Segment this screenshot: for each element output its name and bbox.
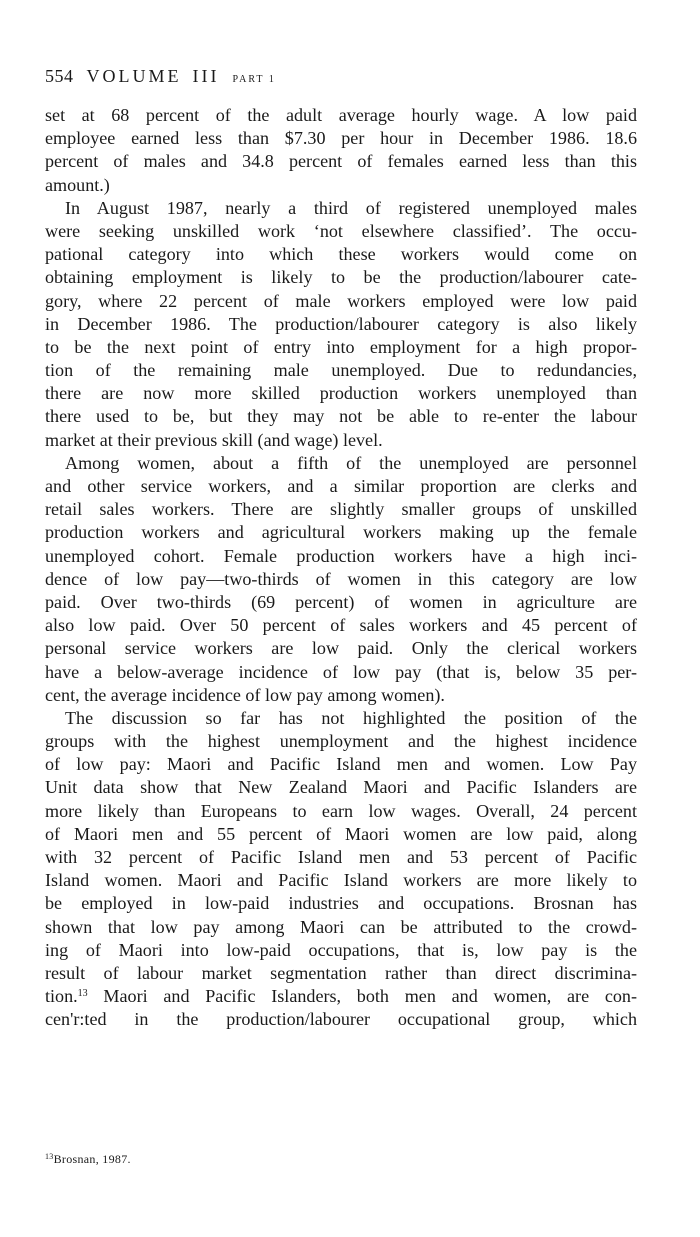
footnote-marker: 13 (45, 1152, 54, 1161)
paragraph-first-line: In August 1987, nearly a third of registered unemployed males (65, 197, 637, 218)
text-line: shown that low pay among Maori can be attributed to the crowd- (45, 916, 637, 937)
text-line: set at 68 percent of the adult average hourly wage. A low paid (45, 105, 637, 125)
text-line: market at their previous skill (and wage) level. (45, 429, 383, 450)
text-line: cent, the average incidence of low pay among women). (45, 684, 445, 705)
text-line: production workers and agricultural workers making up the female (45, 522, 637, 543)
text-line: personal service workers are low paid. Only the clerical workers (45, 638, 637, 659)
part-label: PART 1 (232, 74, 276, 85)
volume-number: III (192, 66, 220, 86)
text-line: tion of the remaining male unemployed. Due to redundancies, (45, 360, 637, 381)
text-line: Island women. Maori and Pacific Island workers are more likely to (45, 870, 637, 891)
text-line: result of labour market segmentation rather than direct discrimina- (45, 962, 637, 983)
text-line: paid. Over two-thirds (69 percent) of women in agriculture are (45, 591, 637, 612)
text-line: in December 1986. The production/labourer category is also likely (45, 313, 637, 334)
text-segment: Maori and Pacific Islanders, both men and women, are con- (87, 986, 637, 1007)
text-line: retail sales workers. There are slightly smaller groups of unskilled (45, 499, 637, 520)
running-head (45, 66, 276, 87)
text-line: cen'r:ted in the production/labourer occupational group, which (45, 1009, 637, 1030)
text-line: groups with the highest unemployment and the highest incidence (45, 731, 637, 752)
text-line: and other service workers, and a similar proportion are clerks and (45, 476, 637, 496)
paragraph-first-line: Among women, about a fifth of the unemployed are personnel (65, 452, 637, 473)
text-line-with-footnote-ref (45, 985, 637, 1008)
text-line: pational category into which these workers would come on (45, 244, 637, 265)
text-line: there used to be, but they may not be able to re-enter the labour (45, 406, 637, 427)
text-line: Unit data show that New Zealand Maori and Pacific Islanders are (45, 777, 637, 798)
text-line: dence of low pay—two-thirds of women in this category are low (45, 568, 637, 589)
footnote-text: Brosnan, 1987. (53, 1152, 131, 1166)
footnote-reference: 13 (77, 988, 88, 1000)
text-segment: tion. (45, 986, 78, 1007)
body-text (45, 104, 637, 1032)
text-line: unemployed cohort. Female production workers have a high inci- (45, 545, 637, 566)
text-line: there are now more skilled production workers unemployed than (45, 383, 637, 404)
footnote (45, 1152, 131, 1167)
text-line: were seeking unskilled work ‘not elsewhere classified’. The occu- (45, 220, 637, 241)
text-line: employee earned less than $7.30 per hour in December 1986. 18.6 (45, 128, 637, 149)
text-line: of Maori men and 55 percent of Maori women are low paid, along (45, 823, 637, 844)
text-line: of low pay: Maori and Pacific Island men and women. Low Pay (45, 754, 637, 775)
text-line: to be the next point of entry into employment for a high propor- (45, 336, 637, 357)
paragraph-first-line: The discussion so far has not highlighted the position of the (65, 707, 637, 728)
text-line: with 32 percent of Pacific Island men and 53 percent of Pacific (45, 847, 637, 867)
text-line: gory, where 22 percent of male workers employed were low paid (45, 290, 637, 311)
text-line: amount.) (45, 174, 110, 195)
text-line: have a below-average incidence of low pay (that is, below 35 per- (45, 661, 637, 682)
text-line: obtaining employment is likely to be the production/labourer cate- (45, 267, 637, 288)
page-number: 554 (45, 66, 74, 86)
text-line: more likely than Europeans to earn low wages. Overall, 24 percent (45, 800, 637, 821)
text-line: ing of Maori into low-paid occupations, that is, low pay is the (45, 939, 637, 960)
text-line: percent of males and 34.8 percent of females earned less than this (45, 151, 637, 172)
text-line: also low paid. Over 50 percent of sales workers and 45 percent of (45, 615, 637, 636)
volume-label: VOLUME (86, 66, 182, 86)
text-line: be employed in low-paid industries and occupations. Brosnan has (45, 893, 637, 914)
